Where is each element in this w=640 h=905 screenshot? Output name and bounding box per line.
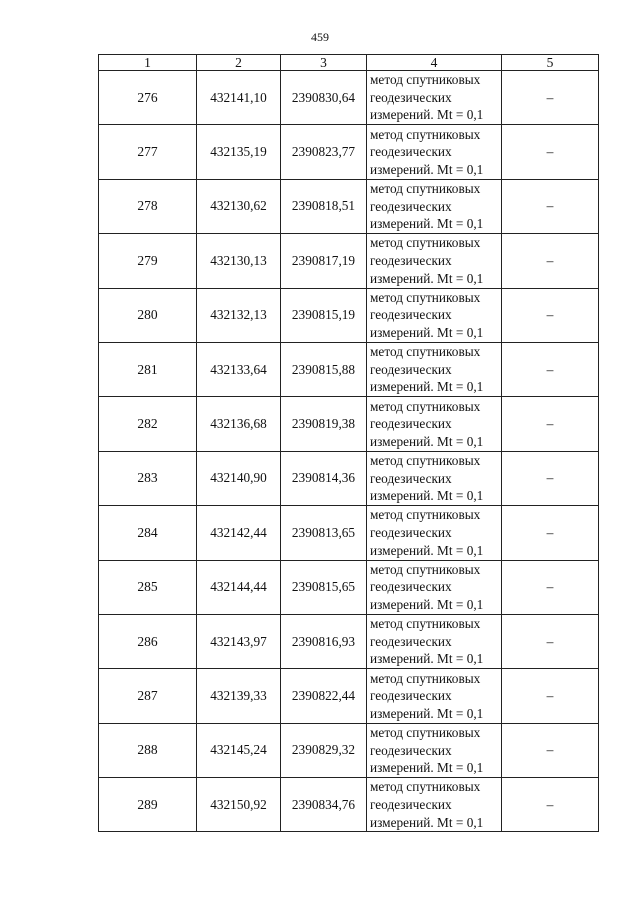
table-row — [99, 560, 599, 614]
method-line: измерений. Mt = 0,1 — [370, 433, 484, 449]
table-row — [99, 71, 599, 125]
point-number: 286 — [99, 614, 197, 668]
note-cell: – — [502, 179, 599, 233]
method-line: метод спутниковых — [370, 72, 481, 88]
note-cell: – — [502, 397, 599, 451]
table-body — [99, 71, 599, 832]
column-header-3: 3 — [281, 55, 367, 71]
note-cell: – — [502, 723, 599, 777]
method-line: измерений. Mt = 0,1 — [370, 651, 484, 667]
method-line: метод спутниковых — [370, 453, 481, 469]
table-row — [99, 125, 599, 179]
coordinate-y: 2390830,64 — [281, 71, 367, 125]
method-line: измерений. Mt = 0,1 — [370, 814, 484, 830]
column-header-4: 4 — [367, 55, 502, 71]
method-description — [367, 560, 502, 614]
coordinate-y: 2390817,19 — [281, 234, 367, 288]
point-number: 282 — [99, 397, 197, 451]
table-row — [99, 342, 599, 396]
coordinate-y: 2390816,93 — [281, 614, 367, 668]
point-number: 285 — [99, 560, 197, 614]
method-line: геодезических — [370, 144, 452, 160]
coordinate-x: 432135,19 — [197, 125, 281, 179]
note-cell: – — [502, 125, 599, 179]
coordinate-y: 2390815,19 — [281, 288, 367, 342]
column-header-5: 5 — [502, 55, 599, 71]
method-line: геодезических — [370, 307, 452, 323]
method-line: измерений. Mt = 0,1 — [370, 325, 484, 341]
point-number: 277 — [99, 125, 197, 179]
note-cell: – — [502, 451, 599, 505]
method-line: метод спутниковых — [370, 616, 481, 632]
column-header-2: 2 — [197, 55, 281, 71]
method-description — [367, 614, 502, 668]
coordinate-y: 2390818,51 — [281, 179, 367, 233]
method-line: геодезических — [370, 89, 452, 105]
point-number: 278 — [99, 179, 197, 233]
method-line: измерений. Mt = 0,1 — [370, 705, 484, 721]
method-description — [367, 125, 502, 179]
coordinate-x: 432139,33 — [197, 669, 281, 723]
note-cell: – — [502, 288, 599, 342]
note-cell: – — [502, 614, 599, 668]
method-line: метод спутниковых — [370, 670, 481, 686]
method-description — [367, 778, 502, 832]
method-line: измерений. Mt = 0,1 — [370, 270, 484, 286]
table-row — [99, 723, 599, 777]
coordinate-x: 432144,44 — [197, 560, 281, 614]
point-number: 287 — [99, 669, 197, 723]
note-cell: – — [502, 778, 599, 832]
method-line: метод спутниковых — [370, 398, 481, 414]
table-row — [99, 669, 599, 723]
coordinate-x: 432132,13 — [197, 288, 281, 342]
method-line: геодезических — [370, 198, 452, 214]
method-description — [367, 71, 502, 125]
table-row — [99, 179, 599, 233]
note-cell: – — [502, 560, 599, 614]
page-number: 459 — [311, 30, 329, 44]
method-description — [367, 342, 502, 396]
note-cell: – — [502, 669, 599, 723]
coordinate-y: 2390815,65 — [281, 560, 367, 614]
method-line: геодезических — [370, 361, 452, 377]
method-line: метод спутниковых — [370, 724, 481, 740]
coordinate-y: 2390823,77 — [281, 125, 367, 179]
method-line: геодезических — [370, 525, 452, 541]
coordinate-x: 432143,97 — [197, 614, 281, 668]
note-cell: – — [502, 71, 599, 125]
method-description — [367, 397, 502, 451]
header-row — [99, 55, 599, 71]
coordinate-y: 2390829,32 — [281, 723, 367, 777]
method-line: метод спутниковых — [370, 779, 481, 795]
table-row — [99, 778, 599, 832]
table-row — [99, 397, 599, 451]
method-line: геодезических — [370, 579, 452, 595]
table-header — [99, 55, 599, 71]
point-number: 279 — [99, 234, 197, 288]
coordinate-y: 2390813,65 — [281, 506, 367, 560]
table-row — [99, 506, 599, 560]
method-line: метод спутниковых — [370, 289, 481, 305]
method-line: измерений. Mt = 0,1 — [370, 542, 484, 558]
method-line: метод спутниковых — [370, 344, 481, 360]
method-line: измерений. Mt = 0,1 — [370, 216, 484, 232]
coordinate-x: 432136,68 — [197, 397, 281, 451]
method-line: геодезических — [370, 742, 452, 758]
point-number: 281 — [99, 342, 197, 396]
method-line: метод спутниковых — [370, 507, 481, 523]
point-number: 283 — [99, 451, 197, 505]
method-line: метод спутниковых — [370, 235, 481, 251]
column-header-1: 1 — [99, 55, 197, 71]
table-row — [99, 614, 599, 668]
coordinate-x: 432141,10 — [197, 71, 281, 125]
coordinate-x: 432145,24 — [197, 723, 281, 777]
coordinate-x: 432142,44 — [197, 506, 281, 560]
coordinate-y: 2390834,76 — [281, 778, 367, 832]
method-line: геодезических — [370, 470, 452, 486]
coordinate-y: 2390819,38 — [281, 397, 367, 451]
method-description — [367, 451, 502, 505]
point-number: 276 — [99, 71, 197, 125]
method-line: геодезических — [370, 688, 452, 704]
method-line: геодезических — [370, 633, 452, 649]
table-row — [99, 288, 599, 342]
method-line: геодезических — [370, 796, 452, 812]
method-line: измерений. Mt = 0,1 — [370, 161, 484, 177]
method-line: геодезических — [370, 416, 452, 432]
coordinate-y: 2390815,88 — [281, 342, 367, 396]
method-line: метод спутниковых — [370, 561, 481, 577]
method-line: измерений. Mt = 0,1 — [370, 107, 484, 123]
point-number: 288 — [99, 723, 197, 777]
method-description — [367, 234, 502, 288]
method-line: метод спутниковых — [370, 126, 481, 142]
table-row — [99, 234, 599, 288]
method-description — [367, 179, 502, 233]
method-description — [367, 723, 502, 777]
coordinates-table — [98, 54, 599, 832]
method-line: метод спутниковых — [370, 181, 481, 197]
note-cell: – — [502, 506, 599, 560]
method-description — [367, 506, 502, 560]
coordinate-y: 2390814,36 — [281, 451, 367, 505]
table-row — [99, 451, 599, 505]
coordinate-x: 432140,90 — [197, 451, 281, 505]
method-line: измерений. Mt = 0,1 — [370, 488, 484, 504]
note-cell: – — [502, 342, 599, 396]
method-line: геодезических — [370, 253, 452, 269]
method-description — [367, 669, 502, 723]
method-line: измерений. Mt = 0,1 — [370, 760, 484, 776]
point-number: 280 — [99, 288, 197, 342]
coordinate-x: 432130,13 — [197, 234, 281, 288]
coordinate-x: 432133,64 — [197, 342, 281, 396]
point-number: 289 — [99, 778, 197, 832]
coordinate-y: 2390822,44 — [281, 669, 367, 723]
method-line: измерений. Mt = 0,1 — [370, 379, 484, 395]
note-cell: – — [502, 234, 599, 288]
coordinate-x: 432150,92 — [197, 778, 281, 832]
method-description — [367, 288, 502, 342]
method-line: измерений. Mt = 0,1 — [370, 597, 484, 612]
coordinate-x: 432130,62 — [197, 179, 281, 233]
point-number: 284 — [99, 506, 197, 560]
